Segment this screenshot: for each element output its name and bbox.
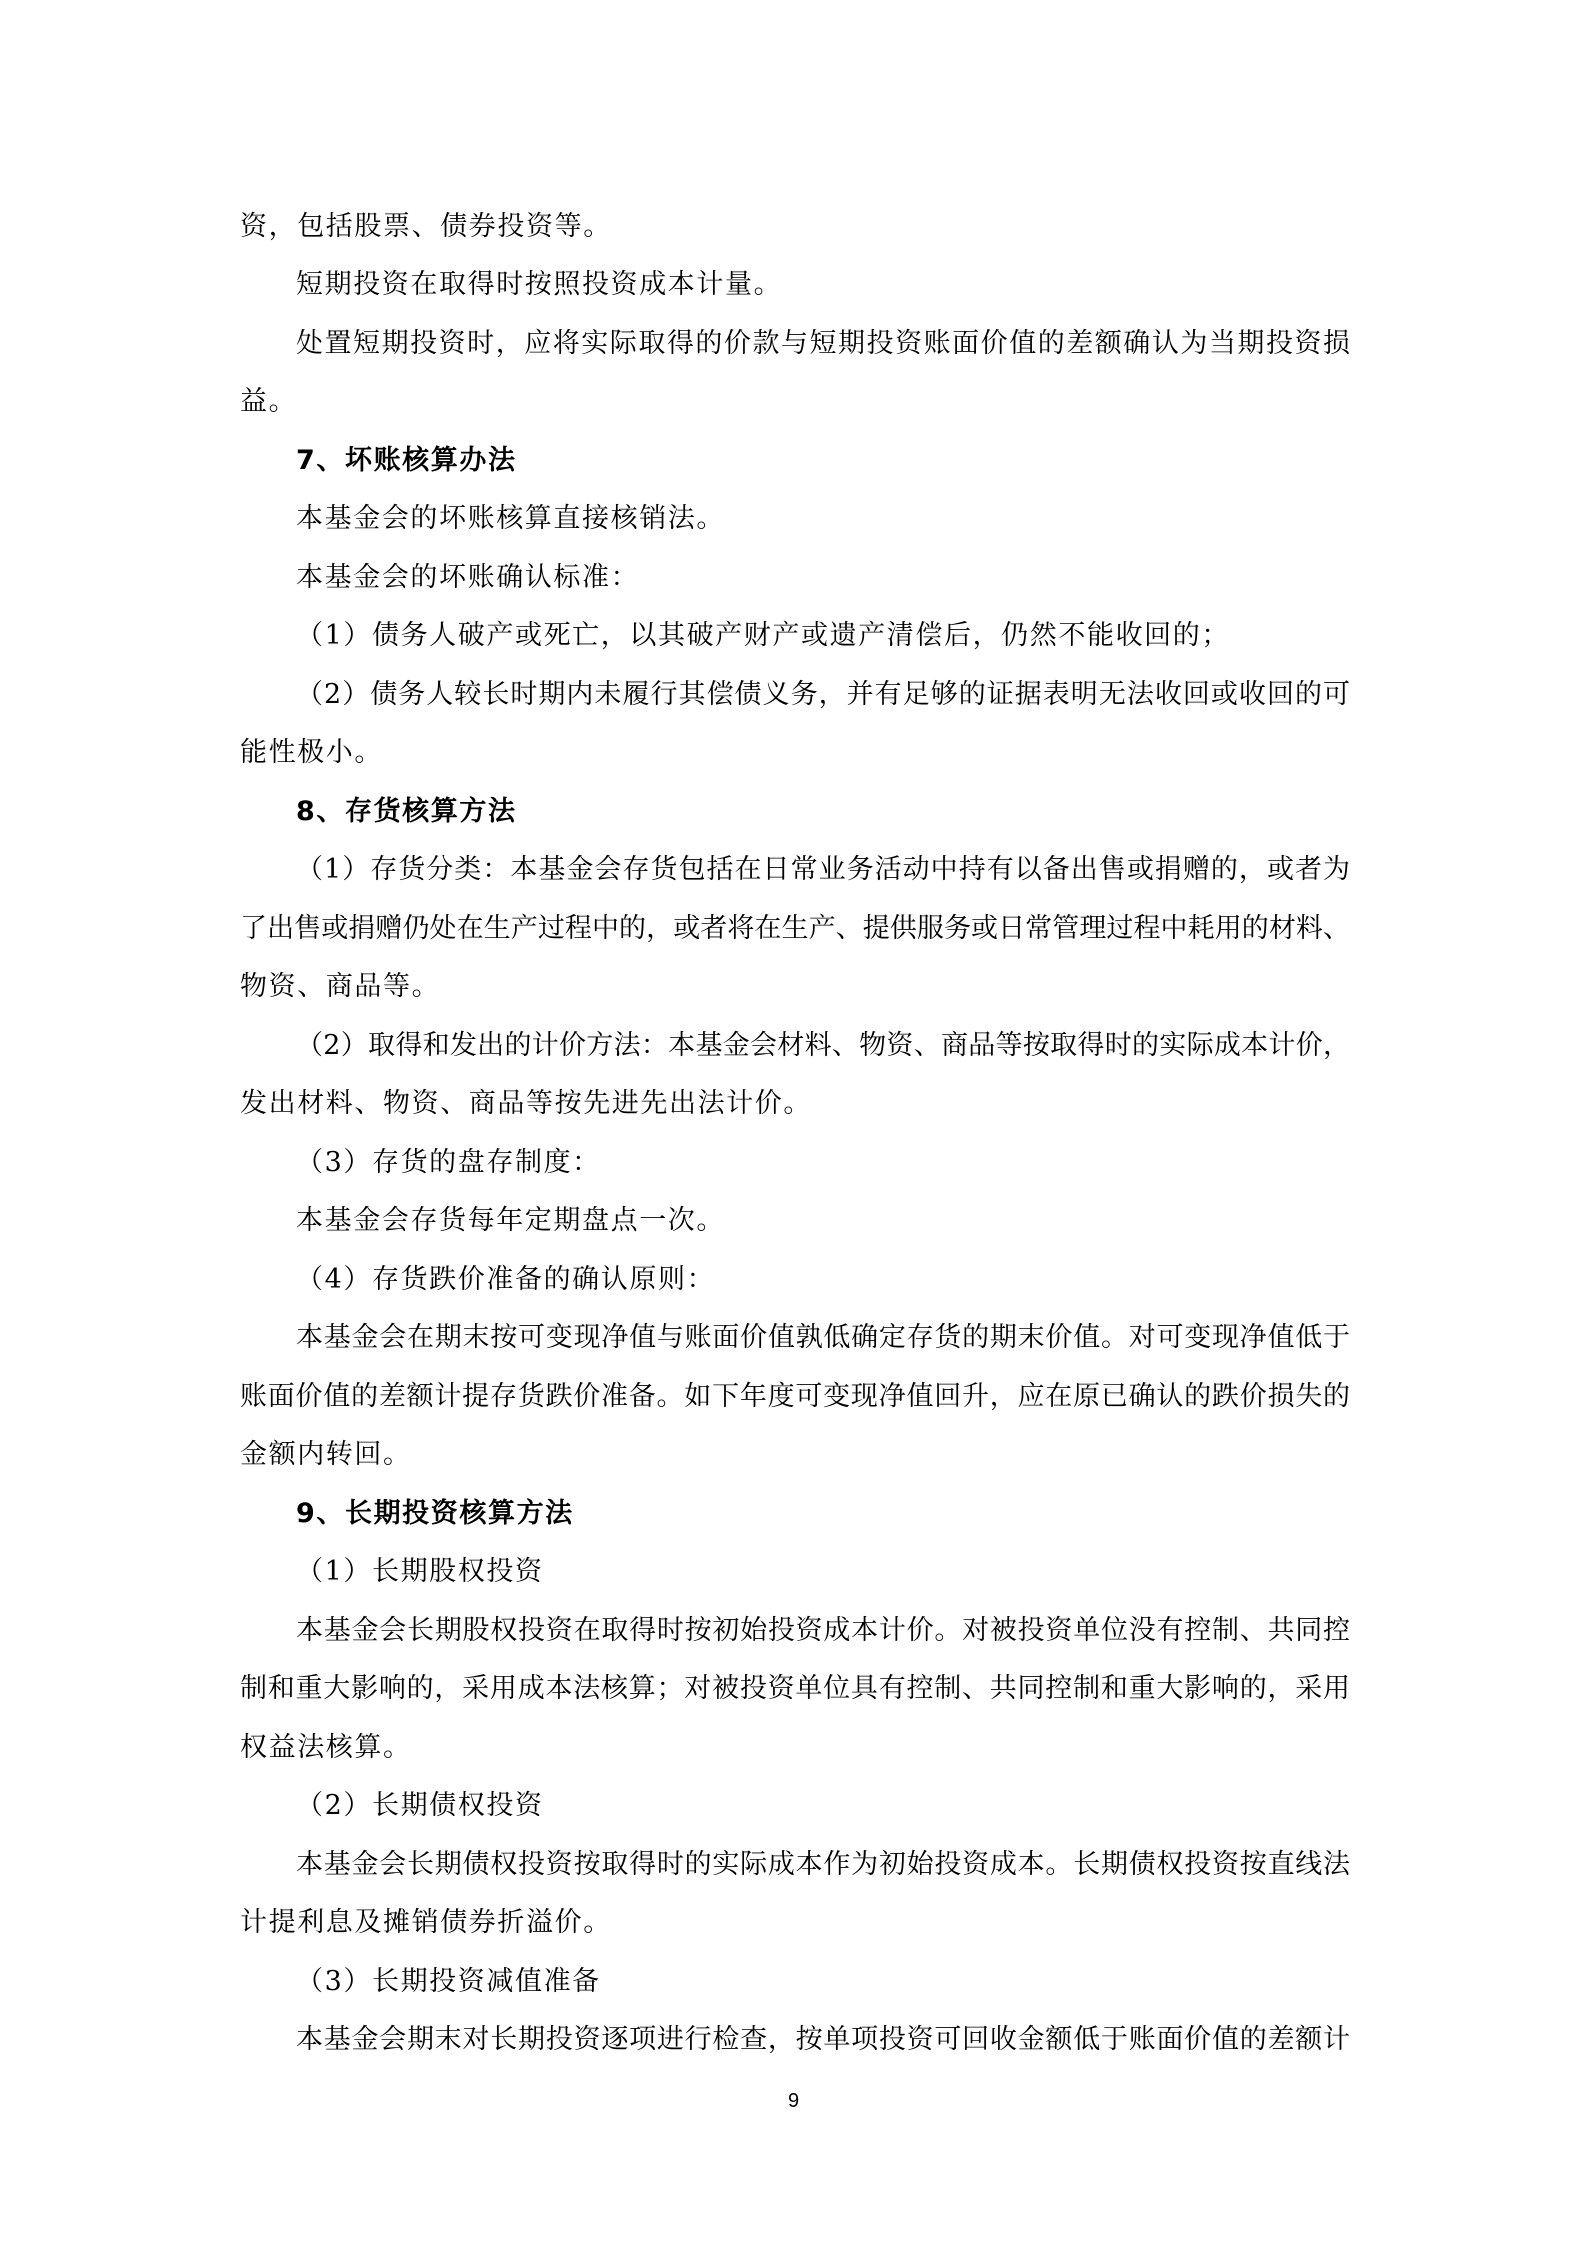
- paragraph-line: 金额内转回。: [240, 1439, 412, 1470]
- paragraph-line: 制和重大影响的，采用成本法核算；对被投资单位具有控制、共同控制和重大影响的，采用: [240, 1673, 1350, 1704]
- paragraph-line: （1）债务人破产或死亡，以其破产财产或遗产清偿后，仍然不能收回的；: [296, 620, 1230, 651]
- paragraph-line: 权益法核算。: [240, 1732, 412, 1763]
- paragraph-line: 本基金会的坏账确认标准：: [296, 562, 640, 593]
- paragraph-line: （2）长期债权投资: [296, 1790, 544, 1821]
- paragraph-line: 短期投资在取得时按照投资成本计量。: [296, 269, 783, 300]
- paragraph-line: 处置短期投资时，应将实际取得的价款与短期投资账面价值的差额确认为当期投资损: [296, 328, 1350, 359]
- paragraph-line: 本基金会长期股权投资在取得时按初始投资成本计价。对被投资单位没有控制、共同控: [296, 1615, 1350, 1646]
- paragraph-line: 本基金会长期债权投资按取得时的实际成本作为初始投资成本。长期债权投资按直线法: [296, 1849, 1350, 1880]
- section-heading: 7、坏账核算办法: [296, 445, 517, 476]
- paragraph-line: 本基金会存货每年定期盘点一次。: [296, 1205, 725, 1236]
- paragraph-line: 了出售或捐赠仍处在生产过程中的，或者将在生产、提供服务或日常管理过程中耗用的材料、: [240, 913, 1350, 944]
- paragraph-line: 资，包括股票、债券投资等。: [240, 211, 612, 242]
- paragraph-line: 本基金会在期末按可变现净值与账面价值孰低确定存货的期末价值。对可变现净值低于: [296, 1322, 1350, 1353]
- paragraph-line: 本基金会的坏账核算直接核销法。: [296, 503, 725, 534]
- paragraph-line: 益。: [240, 386, 298, 417]
- section-heading: 8、存货核算方法: [296, 796, 517, 827]
- paragraph-line: 能性极小。: [240, 737, 383, 768]
- paragraph-line: 物资、商品等。: [240, 971, 441, 1002]
- paragraph-line: （1）存货分类：本基金会存货包括在日常业务活动中持有以备出售或捐赠的，或者为: [296, 854, 1350, 885]
- paragraph-line: 发出材料、物资、商品等按先进先出法计价。: [240, 1088, 812, 1119]
- paragraph-line: 账面价值的差额计提存货跌价准备。如下年度可变现净值回升，应在原已确认的跌价损失的: [240, 1381, 1350, 1412]
- paragraph-line: 本基金会期末对长期投资逐项进行检查，按单项投资可回收金额低于账面价值的差额计: [296, 2024, 1350, 2055]
- paragraph-line: （2）取得和发出的计价方法：本基金会材料、物资、商品等按取得时的实际成本计价，: [296, 1030, 1350, 1061]
- paragraph-line: （3）长期投资减值准备: [296, 1966, 601, 1997]
- paragraph-line: （1）长期股权投资: [296, 1556, 544, 1587]
- paragraph-line: （4）存货跌价准备的确认原则：: [296, 1264, 716, 1295]
- page-number: 9: [787, 2090, 800, 2112]
- paragraph-line: （3）存货的盘存制度：: [296, 1147, 601, 1178]
- section-heading: 9、长期投资核算方法: [296, 1498, 574, 1529]
- paragraph-line: 计提利息及摊销债券折溢价。: [240, 1907, 612, 1938]
- paragraph-line: （2）债务人较长时期内未履行其偿债义务，并有足够的证据表明无法收回或收回的可: [296, 679, 1350, 710]
